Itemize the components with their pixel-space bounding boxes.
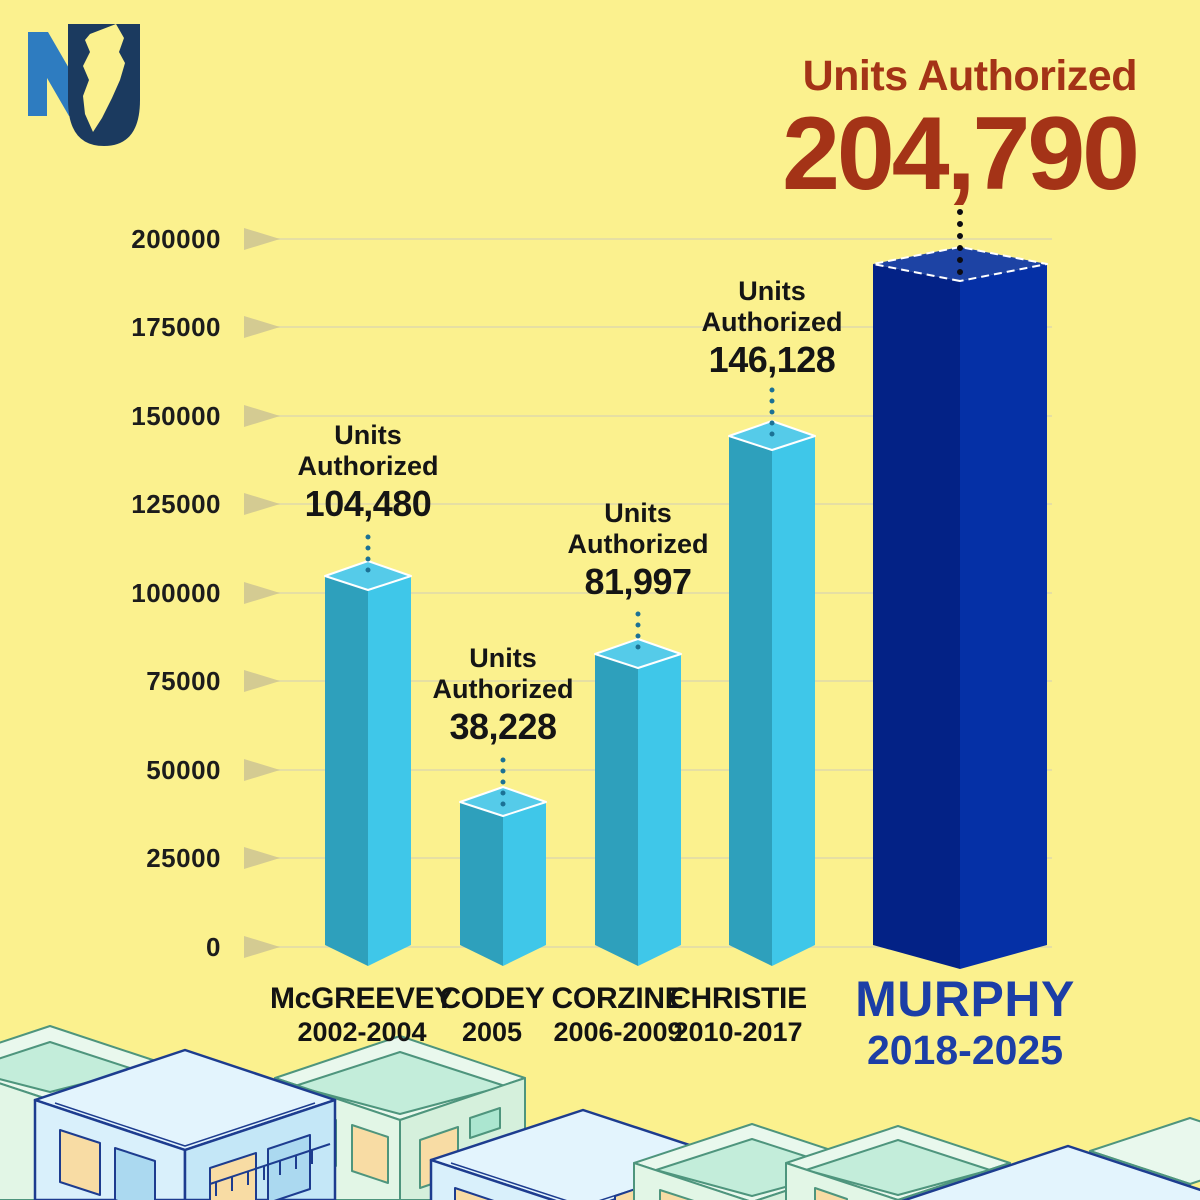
governor-years: 2018-2025 bbox=[866, 1027, 1064, 1073]
callout-label-line2: Authorized bbox=[567, 529, 709, 559]
callout-christie bbox=[612, 276, 932, 382]
callout-label-line2: Authorized bbox=[432, 674, 574, 704]
bar-mcgreevey bbox=[325, 561, 411, 966]
ytick-100000: 100000 bbox=[131, 578, 221, 608]
callout-label-line1: Units bbox=[738, 276, 806, 306]
axis-arrow-icons bbox=[244, 228, 280, 958]
callout-value: 81,997 bbox=[584, 561, 692, 602]
ytick-175000: 175000 bbox=[131, 312, 221, 342]
bar-codey bbox=[460, 787, 546, 966]
ytick-50000: 50000 bbox=[146, 755, 221, 785]
governor-name: MURPHY bbox=[855, 971, 1075, 1027]
callout-label-line1: Units bbox=[334, 420, 402, 450]
governor-name: CODEY bbox=[439, 982, 545, 1015]
callout-label-line1: Units bbox=[469, 643, 537, 673]
callout-label-line1: Units bbox=[604, 498, 672, 528]
callout-value: 104,480 bbox=[304, 483, 432, 524]
ytick-200000: 200000 bbox=[131, 224, 221, 254]
governor-name: CORZINE bbox=[551, 982, 685, 1015]
ytick-125000: 125000 bbox=[131, 489, 221, 519]
header-value: 204,790 bbox=[782, 96, 1137, 212]
governor-name: CHRISTIE bbox=[669, 982, 807, 1015]
callout-value: 38,228 bbox=[449, 706, 557, 747]
callout-corzine bbox=[478, 498, 798, 604]
ytick-25000: 25000 bbox=[146, 843, 221, 873]
ytick-150000: 150000 bbox=[131, 401, 221, 431]
governor-name: McGREEVEY bbox=[269, 982, 455, 1015]
callout-label-line2: Authorized bbox=[701, 307, 843, 337]
chart-header bbox=[782, 52, 1137, 212]
ytick-0: 0 bbox=[206, 932, 221, 962]
nj-logo bbox=[28, 24, 140, 146]
governor-years: 2010-2017 bbox=[673, 1017, 803, 1047]
governor-years: 2006-2009 bbox=[553, 1017, 683, 1047]
callout-label-line2: Authorized bbox=[297, 451, 439, 481]
callout-value: 146,128 bbox=[708, 339, 836, 380]
header-title: Units Authorized bbox=[802, 52, 1137, 100]
governor-years: 2002-2004 bbox=[297, 1017, 427, 1047]
ytick-75000: 75000 bbox=[146, 666, 221, 696]
governor-years: 2005 bbox=[461, 1017, 523, 1047]
xlabel-murphy bbox=[755, 972, 1175, 1074]
callout-codey bbox=[343, 643, 663, 749]
